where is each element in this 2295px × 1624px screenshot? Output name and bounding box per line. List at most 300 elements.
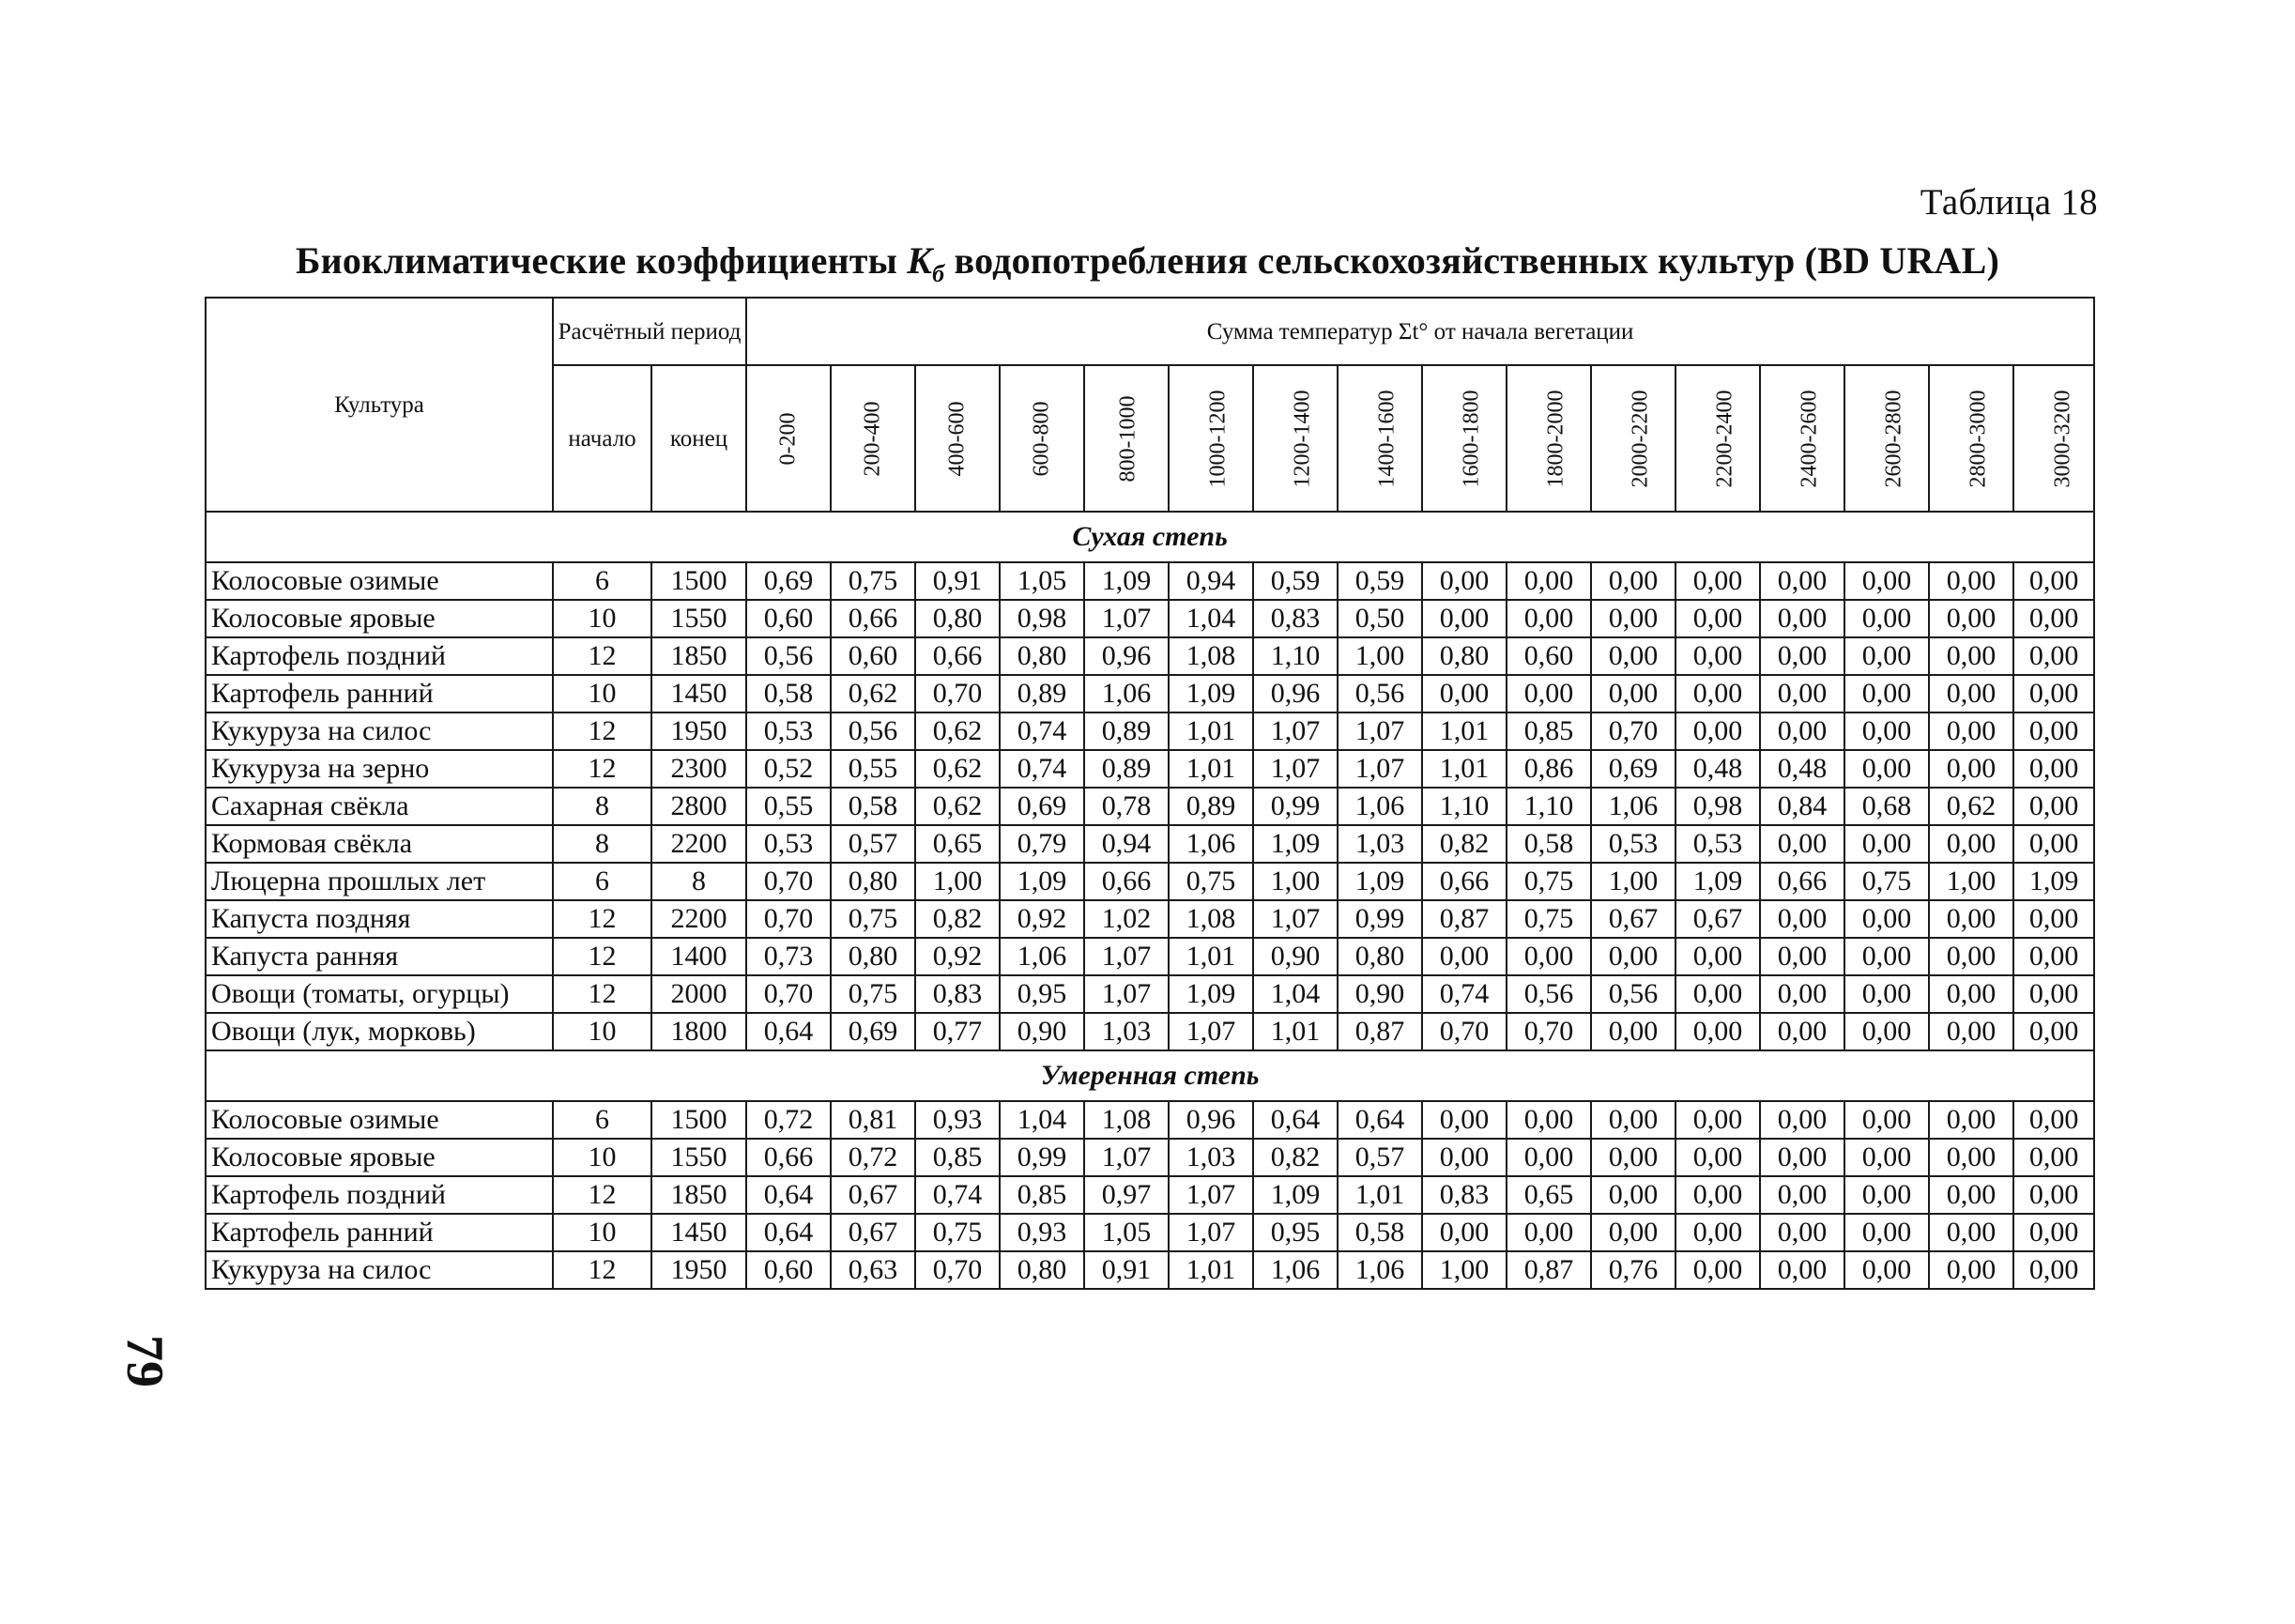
- crop-name-cell: Кукуруза на зерно: [206, 750, 553, 788]
- coefficient-cell: 0,00: [1929, 975, 2013, 1013]
- crop-name-cell: Колосовые озимые: [206, 1101, 553, 1139]
- coefficient-cell: 0,00: [1675, 1251, 1760, 1289]
- header-range-label: 2400-2600: [1797, 390, 1822, 488]
- coefficient-cell: 0,00: [1422, 562, 1507, 600]
- period-end-cell: 1500: [651, 1101, 746, 1139]
- period-end-cell: 1550: [651, 600, 746, 637]
- coefficient-cell: 0,00: [1760, 825, 1844, 863]
- table-body: [206, 298, 2094, 1289]
- coefficient-cell: 1,09: [1253, 825, 1338, 863]
- coefficient-cell: 0,75: [1507, 900, 1591, 938]
- coefficient-cell: 0,00: [1591, 1139, 1675, 1176]
- coefficient-cell: 0,00: [1422, 600, 1507, 637]
- header-range-label: 400-600: [944, 401, 970, 477]
- coefficient-cell: 1,07: [1253, 900, 1338, 938]
- coefficient-cell: 0,92: [1000, 900, 1084, 938]
- period-end-cell: 1500: [651, 562, 746, 600]
- coefficient-cell: 0,60: [831, 637, 915, 675]
- coefficient-cell: 0,83: [915, 975, 1000, 1013]
- coefficient-cell: 0,62: [831, 675, 915, 712]
- coefficient-cell: 0,75: [831, 975, 915, 1013]
- coefficient-cell: 0,48: [1675, 750, 1760, 788]
- coefficient-cell: 0,00: [2013, 712, 2094, 750]
- coefficient-cell: 0,87: [1422, 900, 1507, 938]
- table-row: [206, 750, 2094, 788]
- coefficient-cell: 1,10: [1253, 637, 1338, 675]
- coefficient-cell: 0,76: [1591, 1251, 1675, 1289]
- period-start-cell: 10: [553, 1139, 651, 1176]
- coefficient-cell: 1,09: [1169, 675, 1253, 712]
- coefficient-cell: 0,00: [1929, 1176, 2013, 1214]
- coefficient-cell: 0,00: [1675, 600, 1760, 637]
- coefficient-cell: 1,05: [1000, 562, 1084, 600]
- coefficient-cell: 0,60: [746, 600, 831, 637]
- section-title: Умеренная степь: [206, 1050, 2094, 1101]
- period-start-cell: 6: [553, 1101, 651, 1139]
- table-row: [206, 1139, 2094, 1176]
- coefficient-cell: 1,09: [1169, 975, 1253, 1013]
- coefficient-cell: 0,75: [831, 900, 915, 938]
- coefficient-cell: 0,60: [1507, 637, 1591, 675]
- period-start-cell: 12: [553, 975, 651, 1013]
- coefficient-cell: 0,00: [1591, 637, 1675, 675]
- coefficient-cell: 0,95: [1253, 1214, 1338, 1251]
- crop-name-cell: Картофель поздний: [206, 637, 553, 675]
- header-range-label: 0-200: [775, 412, 801, 466]
- coefficient-cell: 0,00: [1507, 938, 1591, 975]
- coefficient-cell: 0,00: [2013, 1176, 2094, 1214]
- coefficient-cell: 0,58: [831, 788, 915, 825]
- coefficient-cell: 1,09: [1084, 562, 1169, 600]
- header-range-2400-2600: [1760, 365, 1844, 512]
- crop-name-cell: Овощи (лук, морковь): [206, 1013, 553, 1050]
- coefficient-cell: 0,83: [1422, 1176, 1507, 1214]
- period-end-cell: 1450: [651, 1214, 746, 1251]
- header-range-2000-2200: [1591, 365, 1675, 512]
- coefficient-cell: 0,00: [1675, 1176, 1760, 1214]
- coefficient-cell: 0,00: [1422, 1214, 1507, 1251]
- section-row: [206, 512, 2094, 562]
- coefficient-cell: 0,00: [1929, 825, 2013, 863]
- coefficient-cell: 1,01: [1422, 750, 1507, 788]
- coefficient-cell: 0,70: [915, 1251, 1000, 1289]
- header-range-label: 3000-3200: [2050, 390, 2075, 488]
- coefficient-cell: 0,77: [915, 1013, 1000, 1050]
- coefficient-cell: 1,06: [1000, 938, 1084, 975]
- coefficient-cell: 0,00: [1760, 1013, 1844, 1050]
- coefficient-cell: 0,66: [831, 600, 915, 637]
- coefficient-cell: 0,00: [1591, 562, 1675, 600]
- coefficient-cell: 0,85: [1507, 712, 1591, 750]
- coefficient-cell: 1,01: [1169, 1251, 1253, 1289]
- crop-name-cell: Колосовые яровые: [206, 600, 553, 637]
- coefficient-cell: 0,00: [1591, 1013, 1675, 1050]
- coefficient-cell: 0,75: [915, 1214, 1000, 1251]
- coefficient-cell: 0,66: [1760, 863, 1844, 900]
- coefficient-cell: 0,00: [1929, 900, 2013, 938]
- period-start-cell: 12: [553, 637, 651, 675]
- period-start-cell: 12: [553, 712, 651, 750]
- coefficient-cell: 0,60: [746, 1251, 831, 1289]
- coefficient-cell: 0,85: [915, 1139, 1000, 1176]
- coefficient-cell: 0,00: [1929, 712, 2013, 750]
- section-title: Сухая степь: [206, 512, 2094, 562]
- period-start-cell: 12: [553, 1176, 651, 1214]
- coefficient-cell: 1,07: [1084, 1139, 1169, 1176]
- coefficient-cell: 0,84: [1760, 788, 1844, 825]
- crop-name-cell: Колосовые озимые: [206, 562, 553, 600]
- coefficient-cell: 0,00: [1760, 900, 1844, 938]
- coefficient-cell: 0,00: [1929, 600, 2013, 637]
- coefficient-cell: 0,57: [1338, 1139, 1422, 1176]
- coefficient-cell: 0,00: [2013, 1139, 2094, 1176]
- coefficient-cell: 0,00: [1929, 1251, 2013, 1289]
- coefficient-cell: 0,72: [831, 1139, 915, 1176]
- coefficient-cell: 1,07: [1253, 750, 1338, 788]
- coefficient-cell: 0,00: [1760, 637, 1844, 675]
- coefficient-cell: 1,00: [1422, 1251, 1507, 1289]
- coefficient-cell: 0,89: [1084, 712, 1169, 750]
- coefficient-cell: 0,00: [1591, 600, 1675, 637]
- coefficient-cell: 0,00: [1675, 1101, 1760, 1139]
- coefficient-cell: 0,00: [1760, 675, 1844, 712]
- header-range-label: 2600-2800: [1881, 390, 1906, 488]
- coefficient-cell: 1,10: [1507, 788, 1591, 825]
- coefficient-cell: 0,00: [1507, 562, 1591, 600]
- coefficient-cell: 0,79: [1000, 825, 1084, 863]
- header-range-1400-1600: [1338, 365, 1422, 512]
- crop-name-cell: Колосовые яровые: [206, 1139, 553, 1176]
- coefficient-cell: 0,00: [1844, 825, 1929, 863]
- table-row: [206, 637, 2094, 675]
- period-end-cell: 2000: [651, 975, 746, 1013]
- coefficient-cell: 0,56: [831, 712, 915, 750]
- coefficient-cell: 0,00: [1422, 1139, 1507, 1176]
- coefficient-cell: 0,00: [1844, 975, 1929, 1013]
- coefficient-cell: 0,53: [1591, 825, 1675, 863]
- period-end-cell: 2800: [651, 788, 746, 825]
- coefficient-cell: 0,67: [1591, 900, 1675, 938]
- coefficient-cell: 0,90: [1000, 1013, 1084, 1050]
- crop-name-cell: Люцерна прошлых лет: [206, 863, 553, 900]
- coefficient-cell: 0,80: [1000, 637, 1084, 675]
- period-end-cell: 2300: [651, 750, 746, 788]
- coefficient-cell: 0,64: [746, 1214, 831, 1251]
- coefficient-cell: 0,00: [1929, 637, 2013, 675]
- crop-name-cell: Капуста поздняя: [206, 900, 553, 938]
- coefficient-cell: 0,69: [831, 1013, 915, 1050]
- coefficient-cell: 0,00: [1844, 1101, 1929, 1139]
- coefficient-cell: 0,55: [831, 750, 915, 788]
- coefficient-cell: 0,66: [746, 1139, 831, 1176]
- coefficient-cell: 0,99: [1253, 788, 1338, 825]
- period-start-cell: 12: [553, 938, 651, 975]
- title-part2: водопотребления сельскохозяйственных культур (BD URAL): [944, 239, 2000, 282]
- crop-name-cell: Кукуруза на силос: [206, 712, 553, 750]
- coefficient-cell: 0,00: [1844, 1013, 1929, 1050]
- coefficient-cell: 0,70: [746, 863, 831, 900]
- crop-name-cell: Кукуруза на силос: [206, 1251, 553, 1289]
- coefficient-cell: 1,08: [1084, 1101, 1169, 1139]
- coefficient-cell: 0,59: [1338, 562, 1422, 600]
- coefficient-cell: 0,00: [1844, 1176, 1929, 1214]
- coefficient-cell: 0,50: [1338, 600, 1422, 637]
- coefficient-cell: 0,52: [746, 750, 831, 788]
- period-start-cell: 10: [553, 1013, 651, 1050]
- header-range-1200-1400: [1253, 365, 1338, 512]
- coefficient-cell: 0,62: [915, 750, 1000, 788]
- coefficient-cell: 0,93: [915, 1101, 1000, 1139]
- coefficient-cell: 0,00: [1591, 1101, 1675, 1139]
- coefficient-cell: 0,00: [2013, 1214, 2094, 1251]
- header-range-2200-2400: [1675, 365, 1760, 512]
- coefficient-cell: 0,00: [2013, 975, 2094, 1013]
- coefficient-cell: 1,07: [1338, 750, 1422, 788]
- header-range-label: 1800-2000: [1543, 390, 1568, 488]
- coefficient-cell: 0,00: [1760, 712, 1844, 750]
- period-start-cell: 10: [553, 675, 651, 712]
- table-row: [206, 938, 2094, 975]
- coefficient-cell: 0,00: [1844, 900, 1929, 938]
- coefficient-cell: 0,64: [746, 1013, 831, 1050]
- coefficient-cell: 1,01: [1169, 938, 1253, 975]
- coefficient-cell: 0,00: [1591, 938, 1675, 975]
- coefficient-cell: 0,63: [831, 1251, 915, 1289]
- coefficient-cell: 0,80: [831, 938, 915, 975]
- coefficient-cell: 1,02: [1084, 900, 1169, 938]
- table-row: [206, 900, 2094, 938]
- coefficient-cell: 0,73: [746, 938, 831, 975]
- coefficient-cell: 1,06: [1338, 788, 1422, 825]
- coefficient-cell: 1,03: [1338, 825, 1422, 863]
- crop-name-cell: Капуста ранняя: [206, 938, 553, 975]
- coefficient-cell: 0,66: [915, 637, 1000, 675]
- coefficient-cell: 1,07: [1084, 975, 1169, 1013]
- coefficient-cell: 0,70: [746, 900, 831, 938]
- coefficient-cell: 0,87: [1338, 1013, 1422, 1050]
- coefficient-cell: 0,58: [746, 675, 831, 712]
- coefficient-cell: 1,07: [1169, 1013, 1253, 1050]
- coefficient-cell: 0,00: [1844, 712, 1929, 750]
- coefficient-cell: 0,00: [1675, 1013, 1760, 1050]
- coefficient-cell: 0,00: [2013, 1013, 2094, 1050]
- coefficient-cell: 0,00: [1507, 600, 1591, 637]
- coefficient-cell: 0,67: [1675, 900, 1760, 938]
- coefficient-cell: 0,00: [1844, 600, 1929, 637]
- table-row: [206, 825, 2094, 863]
- coefficient-cell: 0,56: [746, 637, 831, 675]
- coefficient-cell: 1,06: [1338, 1251, 1422, 1289]
- table-row: [206, 1013, 2094, 1050]
- coefficient-cell: 0,00: [1760, 600, 1844, 637]
- coefficient-cell: 0,00: [1760, 1176, 1844, 1214]
- coefficient-cell: 0,69: [1000, 788, 1084, 825]
- coefficient-cell: 0,00: [1929, 675, 2013, 712]
- coefficient-cell: 1,04: [1000, 1101, 1084, 1139]
- section-row: [206, 1050, 2094, 1101]
- coefficient-cell: 0,00: [1760, 1139, 1844, 1176]
- coefficient-cell: 0,87: [1507, 1251, 1591, 1289]
- page-number: 79: [115, 1335, 174, 1387]
- coefficient-cell: 1,04: [1253, 975, 1338, 1013]
- coefficient-cell: 0,97: [1084, 1176, 1169, 1214]
- coefficient-cell: 1,07: [1338, 712, 1422, 750]
- coefficient-cell: 0,00: [1422, 675, 1507, 712]
- coefficient-cell: 0,66: [1084, 863, 1169, 900]
- coefficient-cell: 0,91: [1084, 1251, 1169, 1289]
- coefficient-cell: 0,53: [746, 712, 831, 750]
- coefficient-cell: 0,48: [1760, 750, 1844, 788]
- coefficient-cell: 0,00: [1929, 562, 2013, 600]
- coefficient-cell: 0,85: [1000, 1176, 1084, 1214]
- header-range-1800-2000: [1507, 365, 1591, 512]
- period-start-cell: 10: [553, 1214, 651, 1251]
- coefficient-cell: 0,56: [1338, 675, 1422, 712]
- period-end-cell: 2200: [651, 900, 746, 938]
- coefficient-cell: 0,00: [1760, 1101, 1844, 1139]
- coefficient-cell: 0,99: [1000, 1139, 1084, 1176]
- coefficient-cell: 0,75: [1844, 863, 1929, 900]
- header-range-label: 2800-3000: [1966, 390, 1991, 488]
- coefficient-cell: 1,06: [1591, 788, 1675, 825]
- coefficient-cell: 1,01: [1253, 1013, 1338, 1050]
- header-period: Расчётный период: [553, 298, 746, 365]
- coefficient-cell: 0,70: [746, 975, 831, 1013]
- title-coefficient-subscript: б: [932, 260, 945, 287]
- coefficient-cell: 0,91: [915, 562, 1000, 600]
- coefficient-cell: 0,57: [831, 825, 915, 863]
- period-end-cell: 1400: [651, 938, 746, 975]
- coefficient-cell: 0,78: [1084, 788, 1169, 825]
- crop-name-cell: Овощи (томаты, огурцы): [206, 975, 553, 1013]
- coefficient-cell: 0,00: [2013, 562, 2094, 600]
- period-start-cell: 6: [553, 562, 651, 600]
- coefficient-cell: 0,70: [1591, 712, 1675, 750]
- header-range-label: 1000-1200: [1205, 390, 1231, 488]
- header-range-label: 2000-2200: [1628, 390, 1653, 488]
- header-temp-sum: Сумма температур Σt° от начала вегетации: [746, 298, 2094, 365]
- coefficient-cell: 0,68: [1844, 788, 1929, 825]
- coefficient-cell: 0,00: [1591, 1214, 1675, 1251]
- header-range-label: 1200-1400: [1290, 390, 1315, 488]
- coefficient-cell: 0,96: [1253, 675, 1338, 712]
- coefficient-cell: 1,00: [1253, 863, 1338, 900]
- coefficient-cell: 0,00: [1929, 1139, 2013, 1176]
- coefficient-cell: 0,00: [1929, 1101, 2013, 1139]
- coefficient-cell: 0,74: [1000, 712, 1084, 750]
- coefficient-cell: 0,82: [915, 900, 1000, 938]
- coefficient-cell: 0,00: [1929, 750, 2013, 788]
- coefficient-cell: 0,75: [831, 562, 915, 600]
- period-start-cell: 8: [553, 788, 651, 825]
- coefficient-cell: 0,00: [1507, 1139, 1591, 1176]
- coefficient-cell: 0,80: [915, 600, 1000, 637]
- table-row: [206, 712, 2094, 750]
- crop-name-cell: Картофель ранний: [206, 675, 553, 712]
- header-range-800-1000: [1084, 365, 1169, 512]
- coefficient-cell: 0,53: [1675, 825, 1760, 863]
- coefficient-cell: 1,08: [1169, 900, 1253, 938]
- header-crop: Культура: [206, 298, 553, 512]
- coefficient-cell: 0,69: [1591, 750, 1675, 788]
- coefficient-cell: 0,00: [1675, 1214, 1760, 1251]
- header-range-label: 1600-1800: [1459, 390, 1484, 488]
- coefficient-cell: 0,89: [1169, 788, 1253, 825]
- coefficient-cell: 1,06: [1169, 825, 1253, 863]
- coefficient-cell: 0,99: [1338, 900, 1422, 938]
- coefficient-cell: 0,75: [1507, 863, 1591, 900]
- coefficients-table: [205, 297, 2095, 1290]
- header-period-start: начало: [553, 365, 651, 512]
- header-range-label: 800-1000: [1115, 395, 1140, 483]
- title-coefficient-symbol: K: [907, 239, 933, 282]
- coefficient-cell: 0,75: [1169, 863, 1253, 900]
- coefficient-cell: 0,70: [915, 675, 1000, 712]
- coefficient-cell: 0,67: [831, 1214, 915, 1251]
- table-row: [206, 1214, 2094, 1251]
- coefficient-cell: 0,65: [1507, 1176, 1591, 1214]
- coefficient-cell: 1,09: [1253, 1176, 1338, 1214]
- coefficient-cell: 0,00: [2013, 1101, 2094, 1139]
- period-start-cell: 6: [553, 863, 651, 900]
- table-row: [206, 1251, 2094, 1289]
- coefficient-cell: 1,07: [1084, 600, 1169, 637]
- table-title: [0, 238, 2295, 288]
- coefficient-cell: 0,74: [1422, 975, 1507, 1013]
- header-range-200-400: [831, 365, 915, 512]
- coefficient-cell: 0,66: [1422, 863, 1507, 900]
- period-end-cell: 1800: [651, 1013, 746, 1050]
- coefficient-cell: 0,00: [1760, 1251, 1844, 1289]
- period-end-cell: 8: [651, 863, 746, 900]
- coefficient-cell: 0,00: [1591, 1176, 1675, 1214]
- coefficient-cell: 0,74: [915, 1176, 1000, 1214]
- coefficient-cell: 0,67: [831, 1176, 915, 1214]
- coefficient-cell: 0,80: [831, 863, 915, 900]
- header-range-label: 200-400: [860, 401, 885, 477]
- coefficient-cell: 0,00: [1929, 1013, 2013, 1050]
- coefficient-cell: 1,09: [1338, 863, 1422, 900]
- coefficient-cell: 0,00: [1929, 1214, 2013, 1251]
- table-row: [206, 1101, 2094, 1139]
- table-row: [206, 975, 2094, 1013]
- table-number: Таблица 18: [1920, 182, 2098, 222]
- coefficient-cell: 0,96: [1169, 1101, 1253, 1139]
- crop-name-cell: Сахарная свёкла: [206, 788, 553, 825]
- header-range-1000-1200: [1169, 365, 1253, 512]
- period-end-cell: 1850: [651, 637, 746, 675]
- coefficient-cell: 0,00: [2013, 750, 2094, 788]
- coefficient-cell: 0,55: [746, 788, 831, 825]
- coefficient-cell: 0,00: [1844, 1251, 1929, 1289]
- coefficient-cell: 1,06: [1084, 675, 1169, 712]
- period-end-cell: 1950: [651, 712, 746, 750]
- coefficient-cell: 1,03: [1169, 1139, 1253, 1176]
- coefficient-cell: 0,58: [1507, 825, 1591, 863]
- header-range-label: 600-800: [1029, 401, 1054, 477]
- coefficient-cell: 1,07: [1169, 1176, 1253, 1214]
- coefficient-cell: 1,01: [1169, 750, 1253, 788]
- coefficient-cell: 0,70: [1507, 1013, 1591, 1050]
- coefficient-cell: 0,82: [1422, 825, 1507, 863]
- coefficient-cell: 0,82: [1253, 1139, 1338, 1176]
- period-end-cell: 1950: [651, 1251, 746, 1289]
- coefficient-cell: 0,89: [1000, 675, 1084, 712]
- coefficient-cell: 0,64: [1253, 1101, 1338, 1139]
- header-range-600-800: [1000, 365, 1084, 512]
- crop-name-cell: Кормовая свёкла: [206, 825, 553, 863]
- coefficient-cell: 0,00: [1844, 562, 1929, 600]
